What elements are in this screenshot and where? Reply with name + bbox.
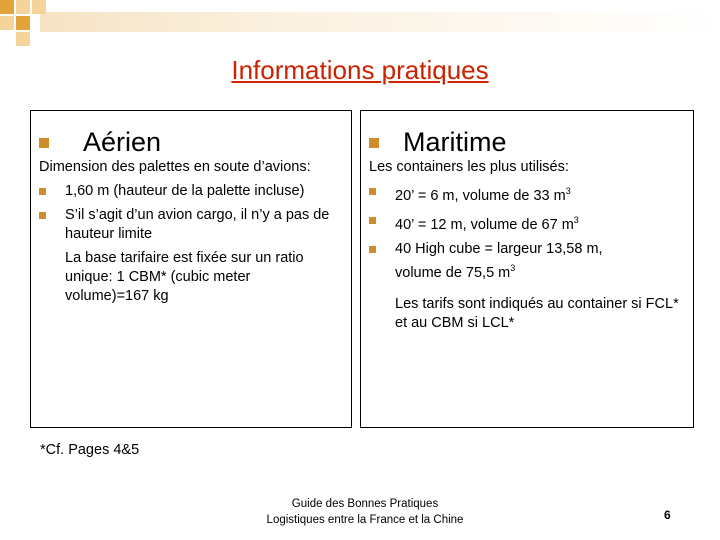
list-item [39, 182, 339, 201]
air-freight-panel [30, 110, 352, 428]
list-item [39, 206, 339, 244]
bullet-square-icon [369, 188, 376, 195]
air-intro: Dimension des palettes en soute d’avions: [39, 159, 311, 175]
deco-square [16, 16, 30, 30]
footer [220, 496, 510, 528]
footer-line-1: Guide des Bonnes Pratiques [291, 498, 439, 510]
air-item-list [39, 182, 339, 249]
deco-square [0, 0, 14, 14]
sea-item-list [369, 182, 639, 287]
list-item-text: 40 High cube = largeur 13,58 m, volume de 75,5 m [395, 240, 603, 281]
list-item-text: 20’ = 6 m, volume de 33 m [395, 187, 566, 204]
list-item [369, 182, 639, 206]
deco-square [16, 32, 30, 46]
bullet-square-icon [369, 138, 379, 148]
list-item-text: S’il s’agit d’un avion cargo, il n’y a pas de hauteur limite [65, 207, 330, 242]
list-item [369, 240, 639, 283]
bullet-square-icon [369, 246, 376, 253]
air-rate-paragraph: La base tarifaire est fixée sur un ratio unique: 1 CBM* (cubic meter volume)=167 kg [65, 250, 304, 304]
sea-freight-panel [360, 110, 694, 428]
header-band [40, 12, 720, 32]
sea-heading-label: Maritime [403, 127, 507, 157]
bullet-square-icon [39, 188, 46, 195]
page-reference-note: *Cf. Pages 4&5 [40, 442, 140, 458]
bullet-square-icon [369, 217, 376, 224]
deco-square [16, 0, 30, 14]
list-item-text: 40’ = 12 m, volume de 67 m [395, 216, 574, 233]
deco-square [32, 0, 46, 14]
air-heading-label: Aérien [83, 127, 162, 157]
deco-square [0, 16, 14, 30]
list-item [369, 211, 639, 235]
sea-intro: Les containers les plus utilisés: [369, 159, 569, 175]
page-number: 6 [664, 508, 671, 522]
bullet-square-icon [39, 212, 46, 219]
page-title: Informations pratiques [231, 55, 489, 85]
superscript: 3 [510, 262, 516, 273]
footer-line-2: Logistiques entre la France et la Chine [266, 514, 464, 526]
list-item-text: 1,60 m (hauteur de la palette incluse) [65, 183, 305, 199]
bullet-square-icon [39, 138, 49, 148]
superscript: 3 [565, 186, 571, 196]
superscript: 3 [573, 214, 579, 225]
sea-rate-paragraph: Les tarifs sont indiqués au container si FCL* et au CBM si LCL* [395, 296, 679, 331]
